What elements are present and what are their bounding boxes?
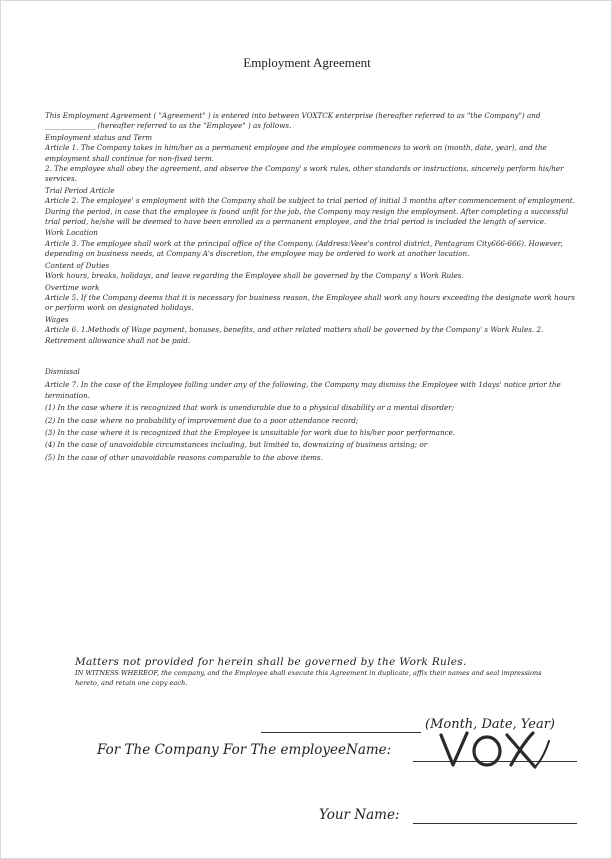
section-heading-dismissal: Dismissal <box>45 366 80 376</box>
signature-stroke-tail <box>535 741 549 767</box>
dismissal-item-2: (2) In the case where no probability of improvement due to a poor attendance record; <box>45 415 359 425</box>
section-heading-employment-status: Employment status and Term <box>45 132 153 142</box>
section-heading-wages: Wages <box>45 314 69 324</box>
article-2-paragraph: Article 2. The employee' s employment with the Company shall be subject to trial period of initial 3 months after commencement of employment. During the period, in case that the employee is found unfit for the job, the Company may resign the employment. After completing a successful trial period, he/she will be deemed to have been enrolled as a permanent employee, and the trial period is included the length of service. <box>45 196 575 227</box>
section-heading-work-location: Work Location <box>45 228 98 238</box>
agreement-body <box>45 111 580 463</box>
article-5-paragraph: Article 5. If the Company deems that it is necessary for business reason, the Employee shall work any hours exceeding the designate work hours or perform work on designated holidays. <box>45 292 575 313</box>
dismissal-item-5: (5) In the case of other unavoidable reasons comparable to the above items. <box>45 452 323 462</box>
closing-block <box>75 656 585 688</box>
company-signature-mark <box>437 725 557 773</box>
your-name-label: Your Name: <box>319 807 400 823</box>
article-6-paragraph: Article 6. 1.Methods of Wage payment, bonuses, benefits, and other related matters shall be governed by the Company' s Work Rules. 2. Retirement allowance shall not be paid. <box>45 325 544 345</box>
witness-statement: IN WITNESS WHEREOF, the company, and the Employee shall execute this Agreement in duplicate, affix their names and seal impressions hereto, and retain one copy each. <box>75 669 542 687</box>
dismissal-item-4: (4) In the case of unavoidable circumstances including, but limited to, downsizing of business arising; or <box>45 440 428 450</box>
closing-statement: Matters not provided for herein shall be governed by the Work Rules. <box>75 656 467 668</box>
date-line[interactable] <box>261 732 421 733</box>
dismissal-item-1: (1) In the case where it is recognized that work is unendurable due to a physical disability or a mental disorder; <box>45 403 455 413</box>
article-3-paragraph: Article 3. The employee shall work at the principal office of the Company. (Address:Veee's control district, Pentagram City666-666). However, depending on business needs, at Company A's discretion, the employee may be ordered to work at another location. <box>45 238 563 259</box>
section-heading-overtime: Overtime work <box>45 282 100 292</box>
section-heading-content-of-duties: Content of Duties <box>45 260 110 270</box>
document-title: Employment Agreement <box>243 55 371 70</box>
parties-label: For The Company For The employeeName: <box>97 742 392 758</box>
your-name-line[interactable] <box>413 823 577 824</box>
dismissal-item-3: (3) In the case where it is recognized that the Employee is unsuitable for work due to his/her poor performance. <box>45 427 456 437</box>
duties-paragraph: Work hours, breaks, holidays, and leave regarding the Employee shall be governed by the Company' s Work Rules. <box>45 271 464 281</box>
signature-stroke-x <box>507 733 535 767</box>
intro-paragraph: This Employment Agreement ( "Agreement" ) is entered into between VOXTCK enterprise (hereafter referred to as "the Company") and ______________ (hereafter referred to as the "Employee" ) as follows. <box>45 111 541 131</box>
article-1-point-2: 2. The employee shall obey the agreement, and observe the Company' s work rules, other standards or instructions, sincerely perform his/her services. <box>45 164 564 184</box>
article-1-paragraph: Article 1. The Company takes in him/her as a permanent employee and the employee commences to work on (month, date, year), and the employment shall continue for non-fixed term. <box>45 143 547 163</box>
date-label: (Month, Date, Year) <box>425 717 555 732</box>
signature-stroke-o <box>474 737 500 765</box>
signature-stroke-v <box>441 733 467 765</box>
section-heading-trial-period: Trial Period Article <box>45 185 115 195</box>
article-7-paragraph: Article 7. In the case of the Employee falling under any of the following, the Company may dismiss the Employee with 1days' notice prior the termination. <box>45 380 561 400</box>
